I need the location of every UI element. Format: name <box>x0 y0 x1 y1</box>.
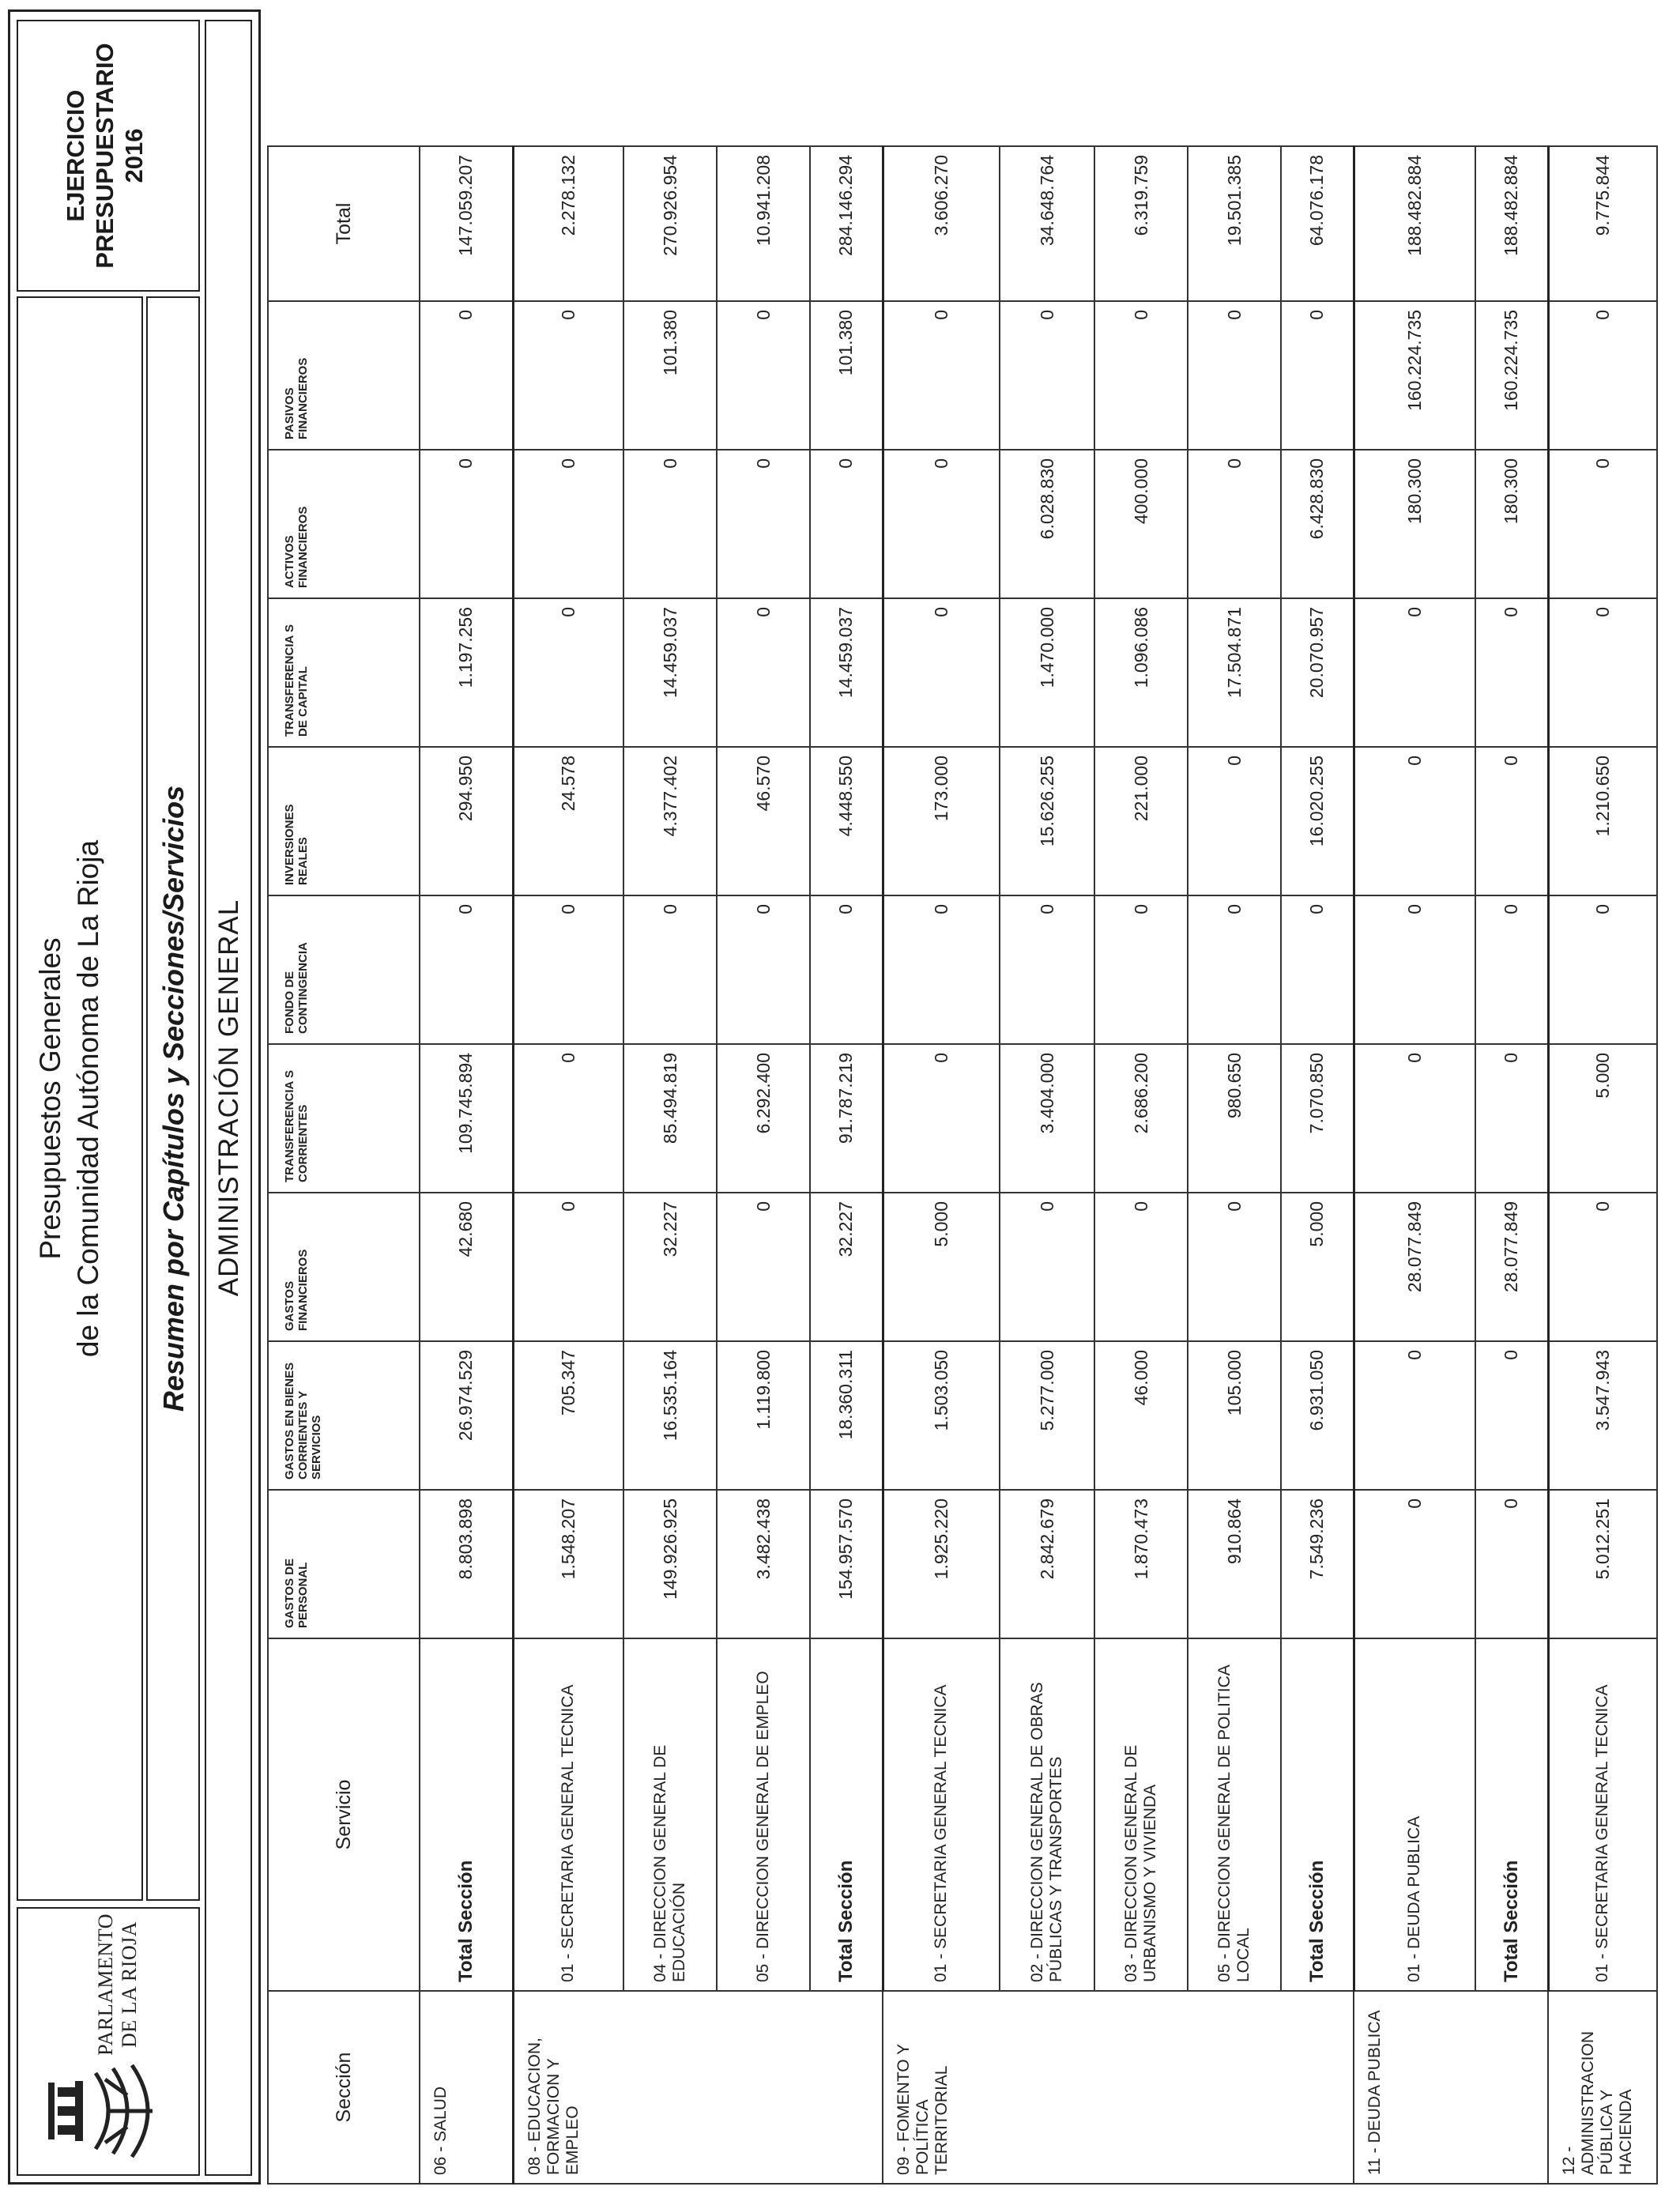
value-cell: 0 <box>513 301 623 450</box>
value-cell: 5.000 <box>1548 1044 1657 1193</box>
value-cell: 0 <box>1188 1193 1281 1341</box>
seccion-cell: 06 - SALUD <box>420 1991 513 2184</box>
value-cell: 2.278.132 <box>513 146 623 301</box>
value-cell: 6.319.759 <box>1094 146 1188 301</box>
value-cell: 10.941.208 <box>717 146 810 301</box>
value-cell: 0 <box>1475 1341 1548 1490</box>
value-cell: 1.503.050 <box>883 1341 1000 1490</box>
table-row <box>1548 146 1657 2184</box>
value-cell: 1.870.473 <box>1094 1490 1188 1638</box>
value-cell: 0 <box>1475 895 1548 1044</box>
value-cell: 0 <box>1354 1490 1475 1638</box>
table-row <box>1281 146 1354 2184</box>
value-cell: 0 <box>1475 1490 1548 1638</box>
value-cell: 0 <box>513 895 623 1044</box>
value-cell: 0 <box>1548 1193 1657 1341</box>
value-cell: 4.448.550 <box>810 747 883 895</box>
value-cell: 5.012.251 <box>1548 1490 1657 1638</box>
value-cell: 1.470.000 <box>1000 598 1094 747</box>
seccion-cell: 11 - DEUDA PUBLICA <box>1354 1991 1548 2184</box>
value-cell: 16.020.255 <box>1281 747 1354 895</box>
value-cell: 173.000 <box>883 747 1000 895</box>
logo-line-2: DE LA RIOJA <box>118 1921 141 2049</box>
value-cell: 42.680 <box>420 1193 513 1341</box>
value-cell: 109.745.894 <box>420 1044 513 1193</box>
value-cell: 0 <box>1548 301 1657 450</box>
servicio-cell: Total Sección <box>810 1638 883 1991</box>
budget-table <box>267 145 1658 2185</box>
value-cell: 0 <box>1475 1044 1548 1193</box>
value-cell: 0 <box>717 598 810 747</box>
column-header: TRANSFERENCIA S CORRIENTES <box>268 1044 420 1193</box>
value-cell: 3.482.438 <box>717 1490 810 1638</box>
seccion-cell: 09 - FOMENTO Y POLÍTICA TERRITORIAL <box>883 1991 1354 2184</box>
value-cell: 221.000 <box>1094 747 1188 895</box>
value-cell: 0 <box>513 450 623 598</box>
value-cell: 6.428.830 <box>1281 450 1354 598</box>
table-row <box>623 146 717 2184</box>
value-cell: 0 <box>1000 1193 1094 1341</box>
table-row <box>883 146 1000 2184</box>
value-cell: 0 <box>717 895 810 1044</box>
seccion-cell: 08 - EDUCACION, FORMACION Y EMPLEO <box>513 1991 883 2184</box>
value-cell: 15.626.255 <box>1000 747 1094 895</box>
value-cell: 980.650 <box>1188 1044 1281 1193</box>
servicio-cell: 05 - DIRECCION GENERAL DE EMPLEO <box>717 1638 810 1991</box>
servicio-cell: 01 - SECRETARIA GENERAL TECNICA <box>513 1638 623 1991</box>
value-cell: 188.482.884 <box>1475 146 1548 301</box>
value-cell: 400.000 <box>1094 450 1188 598</box>
value-cell: 0 <box>810 895 883 1044</box>
value-cell: 8.803.898 <box>420 1490 513 1638</box>
servicio-cell: 01 - SECRETARIA GENERAL TECNICA <box>1548 1638 1657 1991</box>
title-line-2: de la Comunidad Autónoma de La Rioja <box>72 839 104 1358</box>
value-cell: 0 <box>1475 747 1548 895</box>
value-cell: 34.648.764 <box>1000 146 1094 301</box>
value-cell: 7.070.850 <box>1281 1044 1354 1193</box>
value-cell: 18.360.311 <box>810 1341 883 1490</box>
column-header: ACTIVOS FINANCIEROS <box>268 450 420 598</box>
value-cell: 0 <box>1281 301 1354 450</box>
servicio-cell: 02 - DIRECCION GENERAL DE OBRAS PÚBLICAS Y TRANSPORTES <box>1000 1638 1094 1991</box>
value-cell: 149.926.925 <box>623 1490 717 1638</box>
value-cell: 28.077.849 <box>1354 1193 1475 1341</box>
value-cell: 0 <box>1094 1193 1188 1341</box>
value-cell: 105.000 <box>1188 1341 1281 1490</box>
ejercicio-line-2: PRESUPUESTARIO <box>91 43 119 269</box>
title-box <box>17 296 143 1901</box>
value-cell: 19.501.385 <box>1188 146 1281 301</box>
value-cell: 85.494.819 <box>623 1044 717 1193</box>
logo-line-1: PARLAMENTO <box>94 1913 117 2056</box>
value-cell: 64.076.178 <box>1281 146 1354 301</box>
column-header: Servicio <box>268 1638 420 1991</box>
value-cell: 5.277.000 <box>1000 1341 1094 1490</box>
value-cell: 0 <box>420 450 513 598</box>
value-cell: 154.957.570 <box>810 1490 883 1638</box>
ejercicio-year: 2016 <box>120 128 148 183</box>
servicio-cell: Total Sección <box>1281 1638 1354 1991</box>
column-header: GASTOS FINANCIEROS <box>268 1193 420 1341</box>
table-row <box>420 146 513 2184</box>
value-cell: 7.549.236 <box>1281 1490 1354 1638</box>
value-cell: 180.300 <box>1354 450 1475 598</box>
value-cell: 0 <box>513 1193 623 1341</box>
table-row <box>1000 146 1094 2184</box>
value-cell: 0 <box>1354 1044 1475 1193</box>
value-cell: 1.210.650 <box>1548 747 1657 895</box>
value-cell: 0 <box>1354 1341 1475 1490</box>
subtitle: Resumen por Capítulos y Secciones/Servicios <box>157 785 190 1412</box>
table-row <box>1475 146 1548 2184</box>
column-header: Total <box>268 146 420 301</box>
table-row <box>1094 146 1188 2184</box>
value-cell: 14.459.037 <box>623 598 717 747</box>
value-cell: 91.787.219 <box>810 1044 883 1193</box>
value-cell: 1.096.086 <box>1094 598 1188 747</box>
value-cell: 188.482.884 <box>1354 146 1475 301</box>
value-cell: 46.570 <box>717 747 810 895</box>
header-frame <box>8 9 261 2185</box>
value-cell: 160.224.735 <box>1475 301 1548 450</box>
table-row <box>513 146 623 2184</box>
value-cell: 6.292.400 <box>717 1044 810 1193</box>
table-header-row <box>268 146 420 2184</box>
value-cell: 3.547.943 <box>1548 1341 1657 1490</box>
value-cell: 0 <box>513 598 623 747</box>
value-cell: 1.548.207 <box>513 1490 623 1638</box>
value-cell: 1.925.220 <box>883 1490 1000 1638</box>
value-cell: 0 <box>810 450 883 598</box>
column-header: INVERSIONES REALES <box>268 747 420 895</box>
table-row <box>1188 146 1281 2184</box>
value-cell: 5.000 <box>1281 1193 1354 1341</box>
parliament-logo-icon <box>34 2056 192 2166</box>
ejercicio-box <box>17 20 200 292</box>
servicio-cell: 05 - DIRECCION GENERAL DE POLITICA LOCAL <box>1188 1638 1281 1991</box>
value-cell: 101.380 <box>810 301 883 450</box>
value-cell: 0 <box>717 450 810 598</box>
value-cell: 0 <box>1188 450 1281 598</box>
value-cell: 0 <box>1548 598 1657 747</box>
servicio-cell: 03 - DIRECCION GENERAL DE URBANISMO Y VIVIENDA <box>1094 1638 1188 1991</box>
servicio-cell: 01 - SECRETARIA GENERAL TECNICA <box>883 1638 1000 1991</box>
column-header: GASTOS DE PERSONAL <box>268 1490 420 1638</box>
value-cell: 3.606.270 <box>883 146 1000 301</box>
seccion-cell: 12 - ADMINISTRACION PÚBLICA Y HACIENDA <box>1548 1991 1657 2184</box>
servicio-cell: 04 - DIRECCION GENERAL DE EDUCACIÓN <box>623 1638 717 1991</box>
servicio-cell: 01 - DEUDA PUBLICA <box>1354 1638 1475 1991</box>
value-cell: 705.347 <box>513 1341 623 1490</box>
value-cell: 0 <box>420 895 513 1044</box>
value-cell: 46.000 <box>1094 1341 1188 1490</box>
table-row <box>717 146 810 2184</box>
value-cell: 0 <box>513 1044 623 1193</box>
value-cell: 26.974.529 <box>420 1341 513 1490</box>
value-cell: 101.380 <box>623 301 717 450</box>
value-cell: 294.950 <box>420 747 513 895</box>
value-cell: 0 <box>1548 895 1657 1044</box>
value-cell: 0 <box>1188 747 1281 895</box>
value-cell: 270.926.954 <box>623 146 717 301</box>
title-line-1: Presupuestos Generales <box>34 937 66 1260</box>
servicio-cell: Total Sección <box>420 1638 513 1991</box>
value-cell: 0 <box>1354 747 1475 895</box>
value-cell: 0 <box>1548 450 1657 598</box>
value-cell: 0 <box>1094 301 1188 450</box>
value-cell: 0 <box>623 895 717 1044</box>
subtitle-box <box>146 296 200 1901</box>
value-cell: 0 <box>883 1044 1000 1193</box>
value-cell: 0 <box>883 450 1000 598</box>
value-cell: 17.504.871 <box>1188 598 1281 747</box>
value-cell: 0 <box>1000 895 1094 1044</box>
value-cell: 3.404.000 <box>1000 1044 1094 1193</box>
value-cell: 0 <box>623 450 717 598</box>
value-cell: 32.227 <box>623 1193 717 1341</box>
servicio-cell: Total Sección <box>1475 1638 1548 1991</box>
value-cell: 6.931.050 <box>1281 1341 1354 1490</box>
ejercicio-line-1: EJERCICIO <box>62 89 89 222</box>
value-cell: 0 <box>1188 301 1281 450</box>
value-cell: 0 <box>1354 895 1475 1044</box>
section-heading-box <box>205 20 252 2176</box>
column-header: Sección <box>268 1991 420 2184</box>
value-cell: 32.227 <box>810 1193 883 1341</box>
value-cell: 910.864 <box>1188 1490 1281 1638</box>
value-cell: 2.686.200 <box>1094 1044 1188 1193</box>
column-header: PASIVOS FINANCIEROS <box>268 301 420 450</box>
value-cell: 180.300 <box>1475 450 1548 598</box>
value-cell: 147.059.207 <box>420 146 513 301</box>
table-row <box>1354 146 1475 2184</box>
value-cell: 160.224.735 <box>1354 301 1475 450</box>
value-cell: 5.000 <box>883 1193 1000 1341</box>
value-cell: 0 <box>1000 301 1094 450</box>
value-cell: 0 <box>1094 895 1188 1044</box>
value-cell: 0 <box>717 301 810 450</box>
value-cell: 0 <box>1354 598 1475 747</box>
value-cell: 2.842.679 <box>1000 1490 1094 1638</box>
value-cell: 14.459.037 <box>810 598 883 747</box>
value-cell: 24.578 <box>513 747 623 895</box>
section-heading: ADMINISTRACIÓN GENERAL <box>213 899 244 1297</box>
value-cell: 1.197.256 <box>420 598 513 747</box>
value-cell: 0 <box>1281 895 1354 1044</box>
value-cell: 284.146.294 <box>810 146 883 301</box>
column-header: GASTOS EN BIENES CORRIENTES Y SERVICIOS <box>268 1341 420 1490</box>
table-body <box>420 146 1657 2184</box>
value-cell: 0 <box>1188 895 1281 1044</box>
value-cell: 0 <box>883 301 1000 450</box>
value-cell: 0 <box>717 1193 810 1341</box>
value-cell: 0 <box>883 895 1000 1044</box>
value-cell: 20.070.957 <box>1281 598 1354 747</box>
value-cell: 9.775.844 <box>1548 146 1657 301</box>
value-cell: 28.077.849 <box>1475 1193 1548 1341</box>
value-cell: 1.119.800 <box>717 1341 810 1490</box>
value-cell: 0 <box>883 598 1000 747</box>
budget-table-wrap <box>267 145 1658 2185</box>
logo-box <box>17 1907 200 2176</box>
value-cell: 0 <box>1475 598 1548 747</box>
column-header: FONDO DE CONTINGENCIA <box>268 895 420 1044</box>
table-row <box>810 146 883 2184</box>
column-header: TRANSFERENCIA S DE CAPITAL <box>268 598 420 747</box>
value-cell: 4.377.402 <box>623 747 717 895</box>
value-cell: 16.535.164 <box>623 1341 717 1490</box>
value-cell: 0 <box>420 301 513 450</box>
value-cell: 6.028.830 <box>1000 450 1094 598</box>
